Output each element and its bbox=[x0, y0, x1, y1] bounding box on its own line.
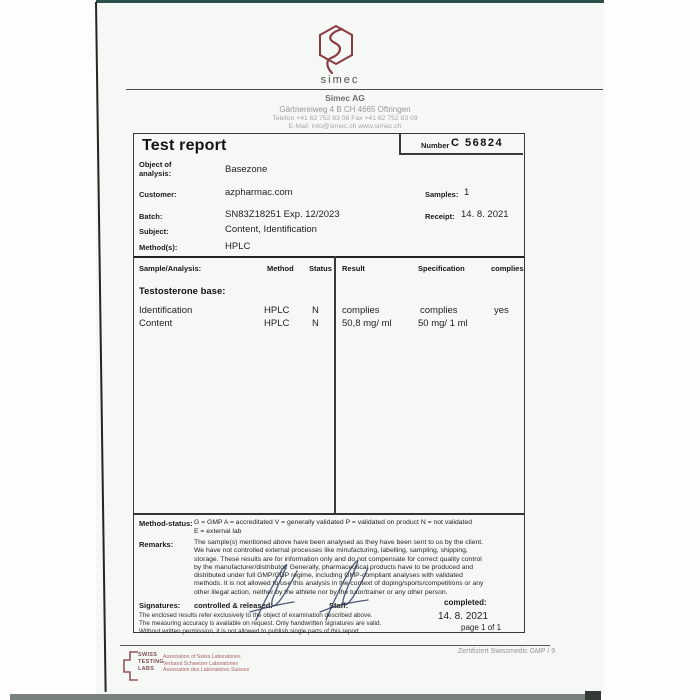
table-top-border bbox=[134, 256, 524, 258]
controlled-released-label: controlled & released: bbox=[194, 601, 273, 610]
labs-logo-line: TESTING bbox=[138, 659, 164, 665]
remarks-line: The sample(s) mentioned above have been analysed as they have been sent to us by the client. bbox=[194, 539, 484, 546]
certification-note: Zertifiziert Swissmedic GMP / 9 bbox=[458, 648, 556, 655]
fine-print bbox=[139, 612, 381, 635]
field-value-subject: Content, Identification bbox=[225, 224, 317, 235]
col-header-result: Result bbox=[342, 264, 365, 273]
remarks-line: methods. It is not allowed to use this analysis in the context of doping/sports/competitions or any bbox=[194, 580, 484, 588]
remarks-line: other illegal action, neither by the athlete nor by the tutor/trainer or any other person. bbox=[194, 588, 448, 596]
report-title: Test report bbox=[142, 137, 227, 154]
swiss-testing-labs-logo bbox=[138, 652, 164, 673]
cell-result: complies bbox=[342, 305, 380, 316]
cell-specification: complies bbox=[420, 305, 458, 316]
association-line: Association des Laboratoires Suisses bbox=[163, 667, 250, 674]
table-bottom-border bbox=[134, 513, 524, 515]
number-cell-divider bbox=[399, 134, 401, 153]
number-label: Number bbox=[421, 141, 450, 150]
field-value-customer: azpharmac.com bbox=[225, 187, 293, 198]
letterhead-divider bbox=[126, 89, 603, 90]
field-label-customer: Customer: bbox=[139, 190, 177, 199]
field-value-samples: 1 bbox=[464, 187, 470, 198]
scan-top-edge bbox=[96, 0, 604, 3]
field-label-object: Object of analysis: bbox=[139, 160, 172, 178]
scan-bottom-edge bbox=[10, 694, 590, 700]
table-vertical-divider bbox=[334, 256, 336, 514]
cell-analysis: Identification bbox=[139, 305, 193, 316]
field-label-methods: Method(s): bbox=[139, 243, 178, 252]
remarks-line: distributed under full GMP/GDP regime, including GMP-compliant analyses with validated bbox=[194, 572, 463, 580]
field-label-samples: Samples: bbox=[425, 190, 459, 199]
letterhead-address bbox=[195, 93, 495, 131]
field-value-receipt: 14. 8. 2021 bbox=[461, 209, 509, 220]
labs-logo-line: SWISS bbox=[138, 652, 158, 658]
field-value-methods: HPLC bbox=[225, 241, 251, 252]
signatures-label: Signatures: bbox=[139, 601, 181, 610]
swiss-testing-labs-cross-icon bbox=[123, 651, 139, 687]
col-header-analysis: Sample/Analysis: bbox=[139, 264, 202, 273]
simec-wordmark: simec bbox=[320, 74, 360, 86]
scan-bottom-corner-mark bbox=[585, 691, 601, 700]
fine-print-line: Without written permission, it is not allowed to publish single parts of this report. bbox=[139, 627, 361, 635]
cell-result: 50,8 mg/ ml bbox=[342, 318, 392, 329]
simec-logo-icon bbox=[316, 24, 356, 76]
method-status-label: Method-status: bbox=[139, 519, 193, 528]
method-status-line2: E = external lab bbox=[194, 528, 242, 535]
col-header-complies: complies bbox=[491, 264, 524, 273]
staff-label: Staff: bbox=[329, 601, 349, 610]
number-value: C 56824 bbox=[451, 137, 504, 149]
method-status-line1: G = GMP A = accreditated V = generally validated P = validated on product N = not validated bbox=[194, 519, 473, 526]
field-label-receipt: Receipt: bbox=[425, 212, 455, 221]
company-name: Simec AG bbox=[325, 93, 365, 103]
association-line: Verband Schweizer Laboratorien bbox=[163, 660, 239, 667]
remarks-line: storage. These results are for information only and do not compensate for correct quality control bbox=[194, 555, 482, 563]
cell-complies: yes bbox=[494, 305, 509, 316]
page-indicator: page 1 of 1 bbox=[461, 623, 502, 632]
col-header-specification: Specification bbox=[418, 264, 465, 273]
table-group-title: Testosterone base: bbox=[139, 286, 226, 297]
remarks-label: Remarks: bbox=[139, 540, 174, 549]
fine-print-line: The measuring accuracy is available on request. Only handwritten signatures are valid. bbox=[139, 619, 382, 627]
association-lines bbox=[163, 654, 249, 674]
footer-divider bbox=[120, 645, 550, 646]
association-line: Association of Swiss Laboratories bbox=[163, 654, 241, 660]
phone-fax-line: Telefon +41 62 752 83 08 Fax +41 62 752 83 09 bbox=[272, 115, 418, 122]
test-report-box bbox=[133, 133, 525, 633]
field-value-object: Basezone bbox=[225, 164, 268, 175]
completed-date: 14. 8. 2021 bbox=[438, 611, 489, 622]
field-value-batch: SN83Z18251 Exp. 12/2023 bbox=[225, 209, 340, 220]
field-label-subject: Subject: bbox=[139, 227, 169, 236]
cell-method: HPLC bbox=[264, 305, 290, 316]
cell-method: HPLC bbox=[264, 318, 290, 329]
labs-logo-line: LABS bbox=[138, 666, 155, 672]
cell-specification: 50 mg/ 1 ml bbox=[418, 318, 468, 329]
completed-label: completed: bbox=[444, 598, 487, 607]
cell-status: N bbox=[312, 305, 319, 316]
number-cell-underline bbox=[399, 153, 523, 155]
remarks-line: by the manufacturer/distributor. Generally, pharmaceutical products have to be produced and bbox=[194, 563, 474, 571]
cell-analysis: Content bbox=[139, 318, 173, 329]
col-header-status: Status bbox=[309, 264, 332, 273]
cell-status: N bbox=[312, 318, 319, 329]
address-line: Gärtnereiweg 4 B CH 4665 Oftringen bbox=[279, 105, 411, 114]
field-label-batch: Batch: bbox=[139, 212, 163, 221]
email-web-line: E-Mail: info@simec.ch www.simec.ch bbox=[288, 123, 402, 130]
col-header-method: Method bbox=[267, 264, 294, 273]
remarks-line: We have not controlled external processes like minufacturing, labelling, sampling, shipping, bbox=[194, 547, 468, 555]
fine-print-line: The enclosed results refer exclusively to the object of examination described above. bbox=[139, 612, 373, 619]
